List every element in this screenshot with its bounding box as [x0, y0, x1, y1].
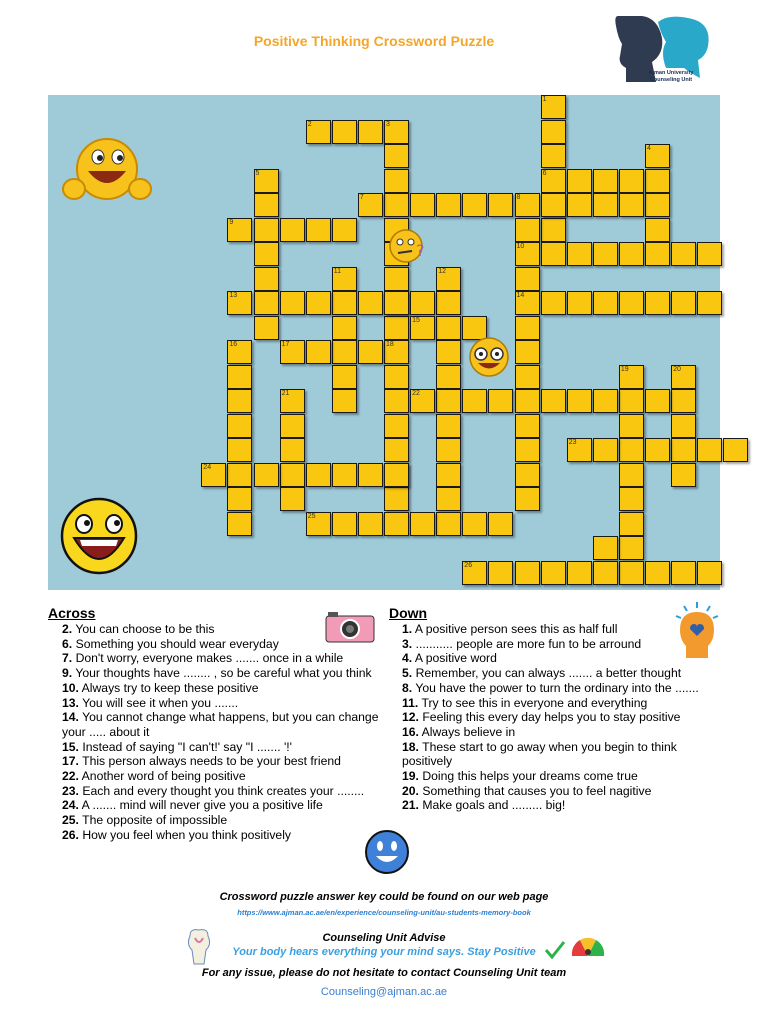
clue-text: The opposite of impossible: [82, 813, 228, 828]
clue-text: Don't worry, everyone makes ....... once in a while: [75, 651, 344, 666]
crossword-cell[interactable]: [410, 193, 435, 217]
crossword-cell[interactable]: [436, 365, 461, 389]
clue-number: 3: [386, 120, 390, 128]
clue-number: 6.: [62, 636, 73, 651]
contact-note: For any issue, please do not hesitate to contact Counseling Unit team: [201, 967, 567, 979]
crossword-cell[interactable]: [515, 487, 540, 511]
crossword-cell[interactable]: [384, 193, 409, 217]
crossword-cell[interactable]: [410, 389, 435, 413]
answer-key-link[interactable]: https://www.ajman.ac.ae/en/experience/counseling-unit/au-students-memory-book: [237, 908, 531, 917]
crossword-cell[interactable]: [515, 438, 540, 462]
clue-number: 9.: [62, 666, 73, 681]
crossword-cell[interactable]: [436, 414, 461, 438]
clue-item: [402, 681, 720, 696]
clue-item: [62, 754, 380, 769]
advise-text: Your body hears everything your mind says. Stay Positive: [232, 946, 536, 958]
crossword-cell[interactable]: [593, 291, 618, 315]
clue-number: 18: [386, 341, 394, 348]
crossword-cell[interactable]: [515, 463, 540, 487]
clue-number: 5.: [402, 666, 413, 681]
clue-item: [402, 798, 720, 813]
clue-number: 1: [542, 96, 547, 103]
answer-key-note: Crossword puzzle answer key could be found on our web page: [219, 891, 549, 903]
crossword-cell[interactable]: [541, 242, 566, 266]
crossword-cell[interactable]: [410, 512, 435, 536]
clue-number: 12: [438, 267, 446, 275]
clue-item: [62, 784, 380, 799]
clue-number: 17: [281, 341, 290, 348]
crossword-cell[interactable]: [254, 267, 279, 291]
clue-number: 25.: [62, 813, 79, 828]
crossword-cell[interactable]: [541, 169, 566, 193]
thinking-smiley-icon: [388, 228, 428, 264]
clue-text: A positive word: [414, 651, 497, 666]
clue-number: 23: [568, 439, 577, 446]
crossword-cell[interactable]: [358, 291, 383, 315]
clue-number: 13.: [62, 695, 79, 710]
crossword-cell[interactable]: [358, 120, 383, 144]
crossword-cell[interactable]: [306, 340, 331, 364]
crossword-cell[interactable]: [593, 169, 618, 193]
crossword-cell[interactable]: [384, 291, 409, 315]
clue-item: [62, 710, 380, 739]
crossword-cell[interactable]: [541, 95, 566, 119]
crossword-cell[interactable]: [645, 218, 670, 242]
crossword-cell[interactable]: [332, 316, 357, 340]
svg-text:?: ?: [416, 241, 425, 260]
crossword-cell[interactable]: [410, 316, 435, 340]
clue-number: 1.: [402, 622, 413, 636]
clue-text: Always believe in: [421, 724, 516, 739]
crossword-cell[interactable]: [384, 316, 409, 340]
crossword-cell[interactable]: [384, 365, 409, 389]
clue-number: 22.: [62, 769, 79, 784]
crossword-cell[interactable]: [306, 291, 331, 315]
crossword-cell[interactable]: [332, 463, 357, 487]
crossword-cell[interactable]: [671, 414, 696, 438]
crossword-cell[interactable]: [671, 561, 696, 585]
clue-number: 8: [516, 194, 521, 201]
crossword-cell[interactable]: [332, 512, 357, 536]
crossword-cell[interactable]: [619, 536, 644, 560]
clue-number: 15.: [62, 739, 79, 754]
clue-number: 20: [673, 365, 681, 373]
crossword-cell[interactable]: [227, 487, 252, 511]
crossword-cell[interactable]: [619, 193, 644, 217]
clue-number: 26.: [62, 827, 79, 842]
crossword-cell[interactable]: [358, 463, 383, 487]
crossword-cell[interactable]: [671, 291, 696, 315]
clue-number: 10: [516, 243, 525, 250]
crossword-cell[interactable]: [541, 561, 566, 585]
crossword-cell[interactable]: [384, 169, 409, 193]
clue-number: 18.: [402, 739, 419, 754]
crossword-cell[interactable]: [697, 561, 722, 585]
crossword-cell[interactable]: [462, 193, 487, 217]
crossword-cell[interactable]: [254, 218, 279, 242]
crossword-cell[interactable]: [515, 561, 540, 585]
crossword-cell[interactable]: [567, 561, 592, 585]
crossword-cell[interactable]: [254, 242, 279, 266]
crossword-cell[interactable]: [697, 242, 722, 266]
crossword-cell[interactable]: [306, 218, 331, 242]
clue-number: 12.: [402, 710, 419, 725]
clue-text: You have the power to turn the ordinary into the .......: [415, 680, 699, 695]
crossword-cell[interactable]: [227, 512, 252, 536]
crossword-cell[interactable]: [280, 487, 305, 511]
clue-item: [402, 710, 720, 725]
clue-number: 10.: [62, 680, 79, 695]
crossword-cell[interactable]: [541, 193, 566, 217]
crossword-cell[interactable]: [384, 144, 409, 168]
clue-number: 2: [307, 120, 312, 128]
crossword-cell[interactable]: [541, 218, 566, 242]
crossword-cell[interactable]: [567, 169, 592, 193]
down-heading: Down: [389, 605, 428, 621]
clue-item: [62, 681, 380, 696]
crossword-cell[interactable]: [671, 389, 696, 413]
clue-number: 11: [333, 267, 342, 275]
clue-item: [402, 784, 720, 799]
page-title: Positive Thinking Crossword Puzzle: [253, 33, 495, 49]
crossword-cell[interactable]: [488, 512, 513, 536]
clue-number: 11.: [402, 695, 419, 710]
crossword-cell[interactable]: [280, 389, 305, 413]
clue-number: 5: [255, 169, 260, 177]
crossword-cell[interactable]: [567, 389, 592, 413]
clue-item: [62, 769, 380, 784]
clue-number: 13: [229, 292, 238, 299]
crossword-cell[interactable]: [515, 218, 540, 242]
crossword-cell[interactable]: [280, 218, 305, 242]
crossword-cell[interactable]: [227, 365, 252, 389]
crossword-cell[interactable]: [384, 512, 409, 536]
crossword-cell[interactable]: [436, 267, 461, 291]
clue-number: 4: [647, 145, 651, 152]
crossword-cell[interactable]: [619, 463, 644, 487]
clue-text: ........... people are more fun to be arround: [415, 636, 642, 651]
clue-number: 21: [281, 390, 290, 397]
clue-number: 23.: [62, 783, 79, 798]
clue-number: 14: [516, 292, 525, 299]
crossword-cell[interactable]: [227, 291, 252, 315]
crossword-cell[interactable]: [515, 389, 540, 413]
crossword-cell[interactable]: [280, 414, 305, 438]
crossword-cell[interactable]: [332, 365, 357, 389]
clue-text: How you feel when you think positively: [82, 827, 291, 842]
crossword-cell[interactable]: [306, 120, 331, 144]
crossword-cell[interactable]: [515, 340, 540, 364]
crossword-cell[interactable]: [358, 193, 383, 217]
clue-number: 6: [542, 169, 547, 177]
crossword-cell[interactable]: [645, 144, 670, 168]
clue-number: 7.: [62, 651, 73, 666]
crossword-cell[interactable]: [332, 389, 357, 413]
clue-number: 16: [229, 341, 238, 348]
clue-item: [62, 696, 380, 711]
crossword-cell[interactable]: [541, 389, 566, 413]
clue-text: Something that causes you to feel nagitive: [422, 783, 652, 798]
crossword-cell[interactable]: [436, 512, 461, 536]
crossword-cell[interactable]: [541, 291, 566, 315]
crossword-cell[interactable]: [619, 487, 644, 511]
clue-number: 3.: [402, 636, 413, 651]
crossword-cell[interactable]: [436, 438, 461, 462]
crossword-cell[interactable]: [515, 291, 540, 315]
clue-item: [402, 769, 720, 784]
crossword-cell[interactable]: [515, 193, 540, 217]
crossword-cell[interactable]: [697, 291, 722, 315]
logo-text: Ajman University Counseling Unit: [648, 70, 694, 83]
clue-text: Make goals and ......... big!: [422, 798, 566, 813]
crossword-cell[interactable]: [462, 561, 487, 585]
clue-item: [62, 828, 380, 843]
crossword-cell[interactable]: [436, 487, 461, 511]
crossword-cell[interactable]: [384, 487, 409, 511]
clue-number: 2.: [62, 622, 73, 636]
crossword-cell[interactable]: [280, 463, 305, 487]
crossword-cell[interactable]: [619, 242, 644, 266]
clue-item: [402, 666, 720, 681]
crossword-cell[interactable]: [436, 316, 461, 340]
clue-text: A positive person sees this as half full: [414, 622, 618, 636]
crossword-cell[interactable]: [567, 291, 592, 315]
clue-text: You will see it when you .......: [82, 695, 239, 710]
clue-item: [62, 813, 380, 828]
clue-number: 7: [359, 194, 364, 201]
crossword-cell[interactable]: [436, 389, 461, 413]
crossword-cell[interactable]: [227, 218, 252, 242]
crossword-cell[interactable]: [619, 512, 644, 536]
crossword-cell[interactable]: [723, 438, 748, 462]
crossword-cell[interactable]: [567, 242, 592, 266]
clue-number: 22: [412, 390, 420, 397]
clue-number: 8.: [402, 680, 413, 695]
crossword-cell[interactable]: [384, 340, 409, 364]
crossword-cell[interactable]: [593, 438, 618, 462]
contact-email[interactable]: Counseling@ajman.ac.ae: [320, 986, 448, 998]
crossword-cell[interactable]: [384, 389, 409, 413]
clue-number: 25: [307, 512, 316, 520]
crossword-cell[interactable]: [384, 414, 409, 438]
clue-item: [402, 740, 720, 769]
crossword-cell[interactable]: [306, 463, 331, 487]
crossword-cell[interactable]: [645, 389, 670, 413]
crossword-cell[interactable]: [306, 512, 331, 536]
crossword-cell[interactable]: [515, 365, 540, 389]
nerd-smiley-icon: [466, 336, 512, 378]
crossword-cell[interactable]: [332, 291, 357, 315]
clue-number: 16.: [402, 724, 419, 739]
crossword-cell[interactable]: [619, 414, 644, 438]
crossword-cell[interactable]: [567, 193, 592, 217]
clue-number: 19.: [402, 769, 419, 784]
clue-number: 17.: [62, 754, 79, 769]
clue-text: Something you should wear everyday: [75, 636, 279, 651]
clue-number: 4.: [402, 651, 413, 666]
crossword-cell[interactable]: [358, 340, 383, 364]
crossword-cell[interactable]: [254, 193, 279, 217]
crossword-cell[interactable]: [593, 561, 618, 585]
crossword-cell[interactable]: [488, 193, 513, 217]
thumbs-up-smiley-icon: [60, 137, 154, 209]
crossword-cell[interactable]: [254, 463, 279, 487]
crossword-cell[interactable]: [593, 193, 618, 217]
crossword-cell[interactable]: [697, 438, 722, 462]
clue-number: 24.: [62, 798, 79, 813]
crossword-cell[interactable]: [515, 414, 540, 438]
crossword-cell[interactable]: [671, 463, 696, 487]
clue-item: [62, 637, 380, 652]
crossword-cell[interactable]: [645, 242, 670, 266]
clue-text: Remember, you can always ....... a better thought: [415, 666, 682, 681]
crossword-cell[interactable]: [567, 438, 592, 462]
crossword-cell[interactable]: [227, 389, 252, 413]
crossword-cell[interactable]: [227, 414, 252, 438]
crossword-cell[interactable]: [515, 267, 540, 291]
crossword-cell[interactable]: [645, 438, 670, 462]
clue-number: 26: [464, 561, 473, 569]
clue-item: [402, 696, 720, 711]
clue-item: [62, 666, 380, 681]
crossword-cell[interactable]: [384, 438, 409, 462]
crossword-cell[interactable]: [410, 291, 435, 315]
crossword-cell[interactable]: [488, 561, 513, 585]
crossword-cell[interactable]: [436, 463, 461, 487]
crossword-cell[interactable]: [280, 438, 305, 462]
crossword-cell[interactable]: [515, 316, 540, 340]
crossword-cell[interactable]: [645, 193, 670, 217]
clue-number: 24: [203, 463, 212, 471]
clue-text: These start to go away when you begin to think positively: [402, 739, 677, 769]
crossword-cell[interactable]: [671, 365, 696, 389]
clue-item: [62, 622, 380, 637]
crossword-cell[interactable]: [358, 512, 383, 536]
crossword-cell[interactable]: [593, 536, 618, 560]
crossword-cell[interactable]: [488, 389, 513, 413]
clue-number: 14.: [62, 710, 79, 725]
clue-number: 15: [412, 316, 420, 324]
clue-item: [402, 637, 720, 652]
clue-text: Another word of being positive: [81, 769, 246, 784]
down-clues: [402, 622, 720, 813]
clue-number: 21.: [402, 798, 419, 813]
clue-text: Feeling this every day helps you to stay positive: [422, 710, 681, 725]
crossword-cell[interactable]: [645, 561, 670, 585]
crossword-cell[interactable]: [436, 193, 461, 217]
clue-item: [62, 651, 380, 666]
crossword-cell[interactable]: [645, 169, 670, 193]
clue-text: Instead of saying "I can't!' say "I ....... '!': [82, 739, 293, 754]
crossword-cell[interactable]: [619, 291, 644, 315]
crossword-cell[interactable]: [227, 340, 252, 364]
crossword-cell[interactable]: [332, 218, 357, 242]
clue-text: A ....... mind will never give you a positive life: [81, 798, 323, 813]
clue-item: [62, 798, 380, 813]
clue-number: 9: [229, 218, 234, 226]
crossword-cell[interactable]: [332, 340, 357, 364]
clue-number: 20.: [402, 783, 419, 798]
crossword-cell[interactable]: [254, 291, 279, 315]
crossword-cell[interactable]: [619, 365, 644, 389]
laughing-smiley-icon: [58, 496, 140, 576]
crossword-cell[interactable]: [280, 340, 305, 364]
clue-item: [62, 740, 380, 755]
advise-title: Counseling Unit Advise: [322, 932, 446, 944]
clue-text: Your thoughts have ........ , so be careful what you think: [75, 666, 372, 681]
crossword-cell[interactable]: [280, 291, 305, 315]
crossword-cell[interactable]: [227, 438, 252, 462]
crossword-cell[interactable]: [201, 463, 226, 487]
crossword-cell[interactable]: [671, 242, 696, 266]
crossword-cell[interactable]: [384, 267, 409, 291]
clue-item: [402, 651, 720, 666]
clue-text: This person always needs to be your best friend: [82, 754, 341, 769]
crossword-cell[interactable]: [541, 120, 566, 144]
crossword-cell[interactable]: [619, 438, 644, 462]
clue-item: [402, 622, 720, 637]
crossword-cell[interactable]: [541, 144, 566, 168]
crossword-cell[interactable]: [619, 169, 644, 193]
crossword-cell[interactable]: [593, 389, 618, 413]
crossword-cell[interactable]: [671, 438, 696, 462]
crossword-cell[interactable]: [462, 389, 487, 413]
crossword-cell[interactable]: [436, 291, 461, 315]
crossword-cell[interactable]: [462, 512, 487, 536]
crossword-cell[interactable]: [227, 463, 252, 487]
clue-text: Each and every thought you think creates your ........: [82, 783, 365, 798]
crossword-cell[interactable]: [593, 242, 618, 266]
clue-number: 19: [620, 365, 629, 373]
crossword-cell[interactable]: [332, 120, 357, 144]
clue-text: You cannot change what happens, but you can change your ..... about it: [62, 710, 379, 739]
crossword-cell[interactable]: [384, 463, 409, 487]
clue-text: Try to see this in everyone and everything: [421, 695, 648, 710]
across-clues: [62, 622, 380, 843]
clue-text: You can choose to be this: [75, 622, 215, 636]
clue-item: [402, 725, 720, 740]
crossword-cell[interactable]: [436, 340, 461, 364]
crossword-cell[interactable]: [332, 267, 357, 291]
crossword-cell[interactable]: [384, 120, 409, 144]
clue-text: Always try to keep these positive: [81, 680, 259, 695]
crossword-cell[interactable]: [254, 316, 279, 340]
crossword-cell[interactable]: [645, 291, 670, 315]
crossword-cell[interactable]: [515, 242, 540, 266]
crossword-cell[interactable]: [619, 561, 644, 585]
crossword-cell[interactable]: [254, 169, 279, 193]
clue-text: Doing this helps your dreams come true: [422, 769, 638, 784]
crossword-cell[interactable]: [619, 389, 644, 413]
across-heading: Across: [48, 605, 96, 621]
